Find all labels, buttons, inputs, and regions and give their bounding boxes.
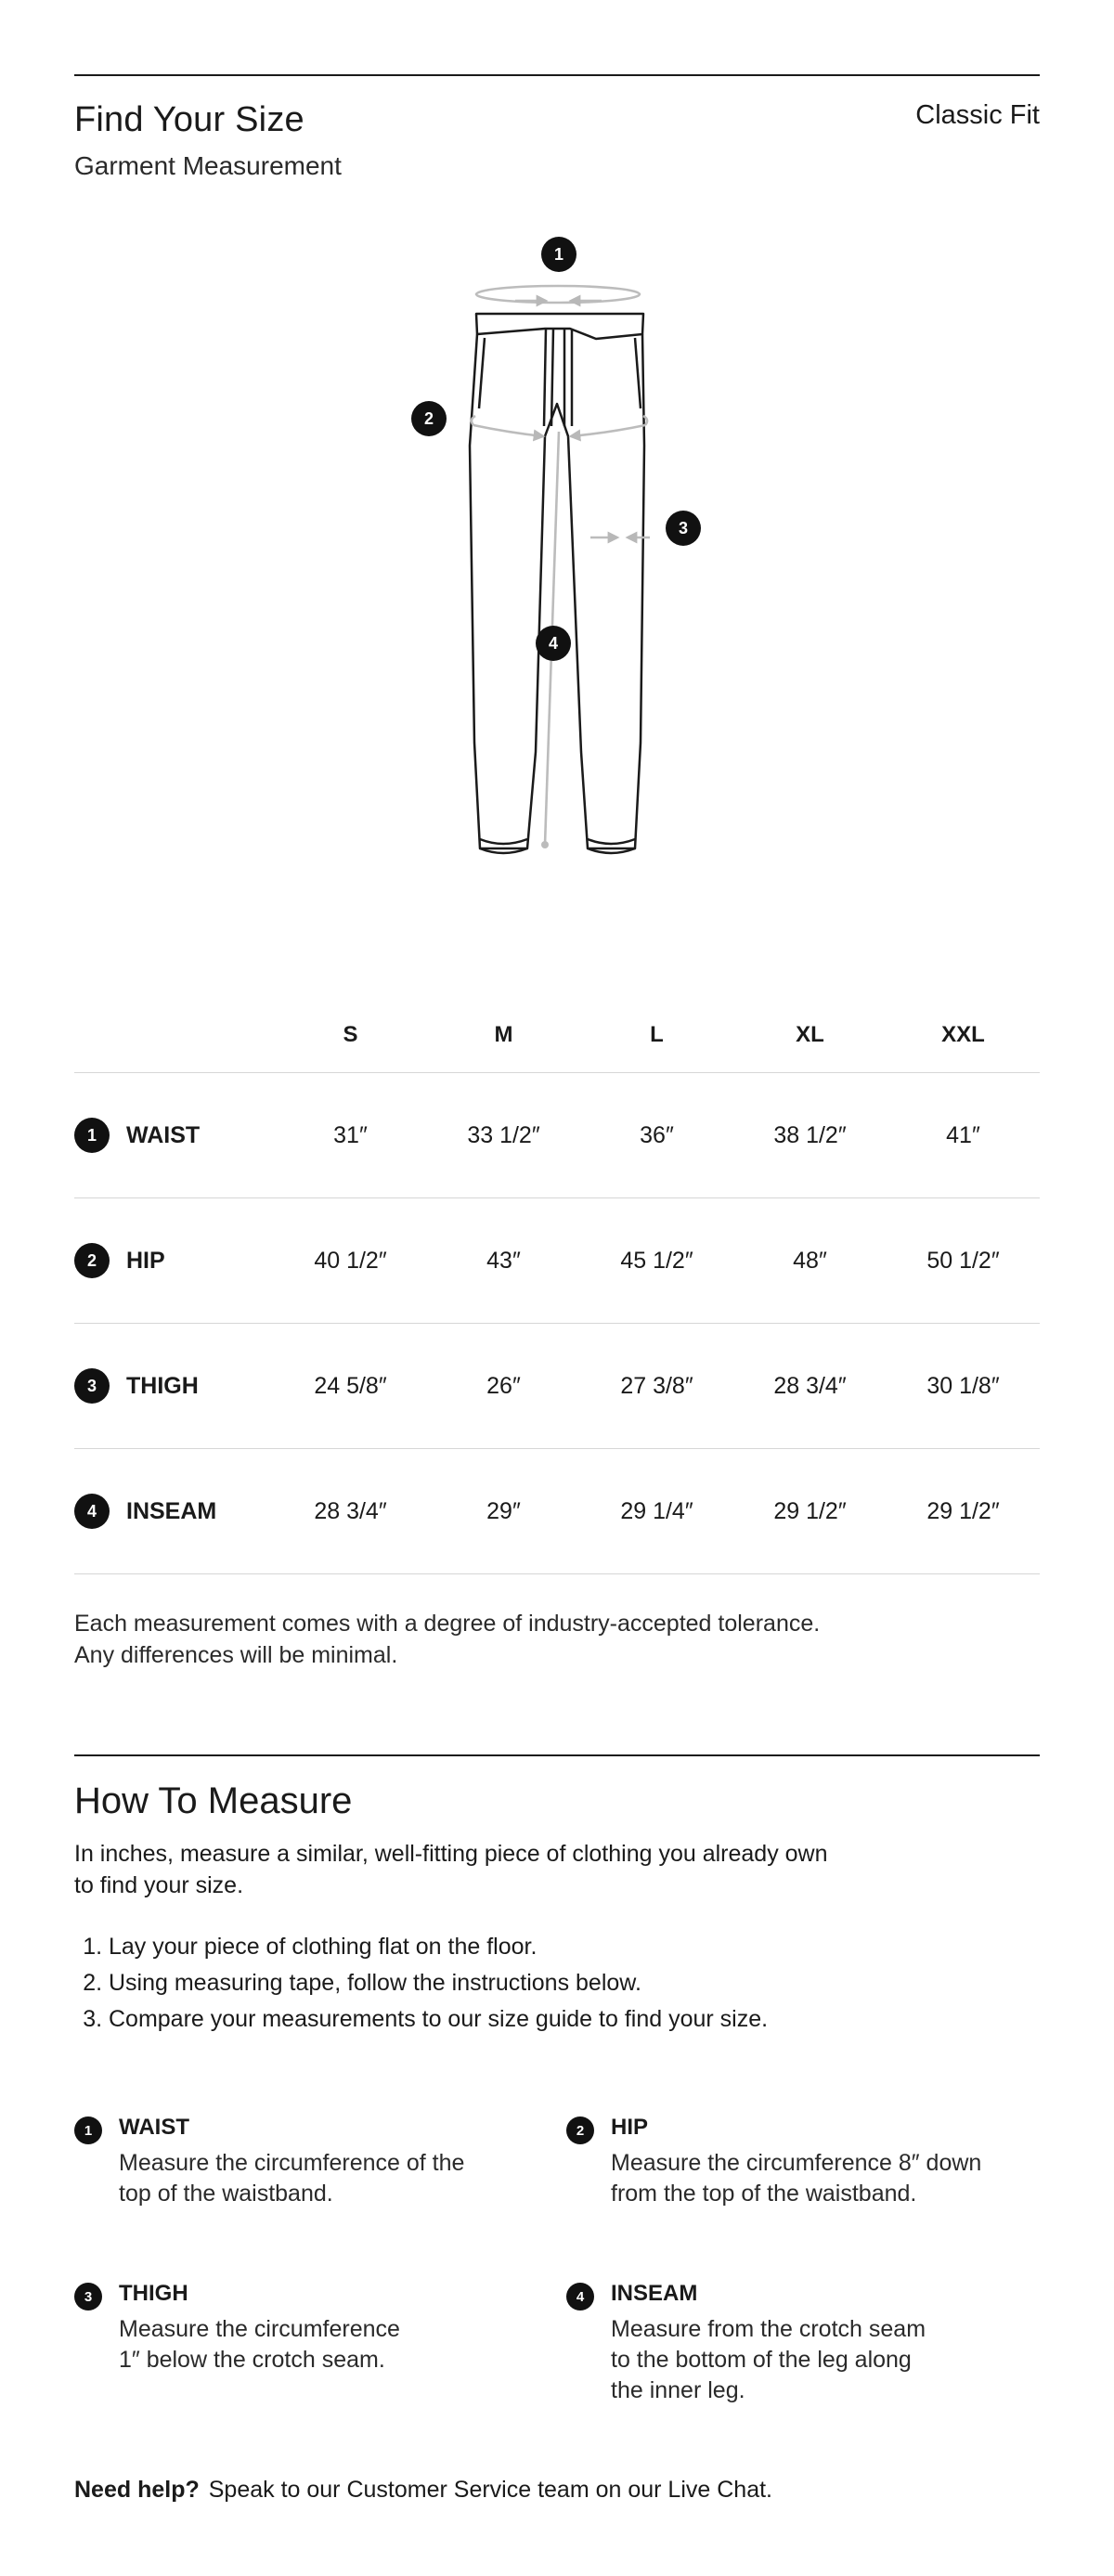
guide-name: INSEAM [611, 2281, 698, 2306]
table-cell: 27 3/8″ [580, 1324, 733, 1449]
row-label: WAIST [126, 1121, 201, 1148]
list-item: 3. Compare your measurements to our size guide to find your size. [109, 2001, 768, 2038]
table-row-waist [74, 1073, 1040, 1198]
guide-thigh [74, 2281, 520, 2375]
guide-description: Measure the circumference 8″ down from the top of the waistband. [611, 2150, 982, 2207]
fit-label: Classic Fit [915, 100, 1040, 130]
help-line [74, 2477, 772, 2504]
number-badge: 1 [74, 2116, 102, 2144]
help-label: Need help? [74, 2477, 200, 2503]
pants-diagram [74, 214, 1040, 882]
size-header-row [74, 998, 1040, 1073]
guide-description: Measure the circumference 1″ below the crotch seam. [119, 2316, 400, 2373]
section-divider [74, 1754, 1040, 1756]
page-title: Find Your Size [74, 100, 304, 139]
page-subtitle: Garment Measurement [74, 151, 342, 180]
row-label: INSEAM [126, 1497, 217, 1524]
top-divider [74, 74, 1040, 76]
svg-text:1: 1 [553, 245, 564, 264]
table-cell: 50 1/2″ [887, 1198, 1040, 1324]
size-col-xl: XL [796, 1022, 824, 1047]
size-col-l: L [650, 1022, 664, 1047]
pants-outline-icon [470, 314, 644, 853]
guide-name: THIGH [119, 2281, 188, 2306]
size-table [74, 998, 1040, 1574]
table-cell: 29 1/2″ [887, 1449, 1040, 1574]
svg-text:2: 2 [423, 409, 434, 428]
how-to-intro: In inches, measure a similar, well-fitting piece of clothing you already own to find your size. [74, 1841, 828, 1898]
svg-text:3: 3 [678, 519, 689, 537]
guide-description: Measure the circumference of the top of the waistband. [119, 2150, 465, 2207]
table-cell: 33 1/2″ [427, 1073, 580, 1198]
table-cell: 36″ [580, 1073, 733, 1198]
number-badge: 1 [74, 1118, 110, 1153]
size-col-m: M [494, 1022, 513, 1047]
waist-marker [541, 237, 576, 272]
guide-inseam [566, 2281, 1012, 2406]
row-label-header [74, 998, 274, 1073]
marker-badges [411, 237, 701, 661]
number-badge: 2 [74, 1243, 110, 1278]
table-cell: 30 1/8″ [887, 1324, 1040, 1449]
list-item: 2. Using measuring tape, follow the instructions below. [109, 1965, 768, 2001]
table-cell: 48″ [733, 1198, 887, 1324]
table-row-thigh [74, 1324, 1040, 1449]
number-badge: 3 [74, 2283, 102, 2311]
table-cell: 29″ [427, 1449, 580, 1574]
size-col-xxl: XXL [941, 1022, 985, 1047]
table-cell: 26″ [427, 1324, 580, 1449]
table-cell: 43″ [427, 1198, 580, 1324]
measure-arrows [472, 286, 650, 845]
row-label: THIGH [126, 1372, 199, 1399]
tolerance-note: Each measurement comes with a degree of industry-accepted tolerance. Any differences will be minimal. [74, 1611, 821, 1668]
table-cell: 40 1/2″ [274, 1198, 427, 1324]
table-cell: 31″ [274, 1073, 427, 1198]
how-to-steps [74, 1929, 768, 2038]
table-cell: 28 3/4″ [274, 1449, 427, 1574]
size-col-s: S [343, 1022, 358, 1047]
list-item: 1. Lay your piece of clothing flat on the floor. [109, 1929, 768, 1965]
number-badge: 2 [566, 2116, 594, 2144]
hip-marker [411, 401, 447, 436]
number-badge: 3 [74, 1368, 110, 1404]
table-cell: 24 5/8″ [274, 1324, 427, 1449]
row-label: HIP [126, 1247, 165, 1274]
guide-name: HIP [611, 2115, 649, 2140]
table-cell: 38 1/2″ [733, 1073, 887, 1198]
table-row-hip [74, 1198, 1040, 1324]
svg-text:4: 4 [548, 634, 559, 653]
table-cell: 45 1/2″ [580, 1198, 733, 1324]
inseam-marker [536, 626, 571, 661]
how-to-title: How To Measure [74, 1780, 353, 1821]
thigh-marker [666, 511, 701, 546]
table-cell: 41″ [887, 1073, 1040, 1198]
guide-description: Measure from the crotch seam to the bottom of the leg along the inner leg. [611, 2316, 926, 2403]
number-badge: 4 [74, 1494, 110, 1529]
help-text[interactable]: Speak to our Customer Service team on our Live Chat. [208, 2477, 772, 2503]
guide-name: WAIST [119, 2115, 189, 2140]
guide-waist [74, 2115, 520, 2209]
guide-hip [566, 2115, 1012, 2209]
table-cell: 29 1/2″ [733, 1449, 887, 1574]
table-cell: 28 3/4″ [733, 1324, 887, 1449]
table-cell: 29 1/4″ [580, 1449, 733, 1574]
table-row-inseam [74, 1449, 1040, 1574]
number-badge: 4 [566, 2283, 594, 2311]
